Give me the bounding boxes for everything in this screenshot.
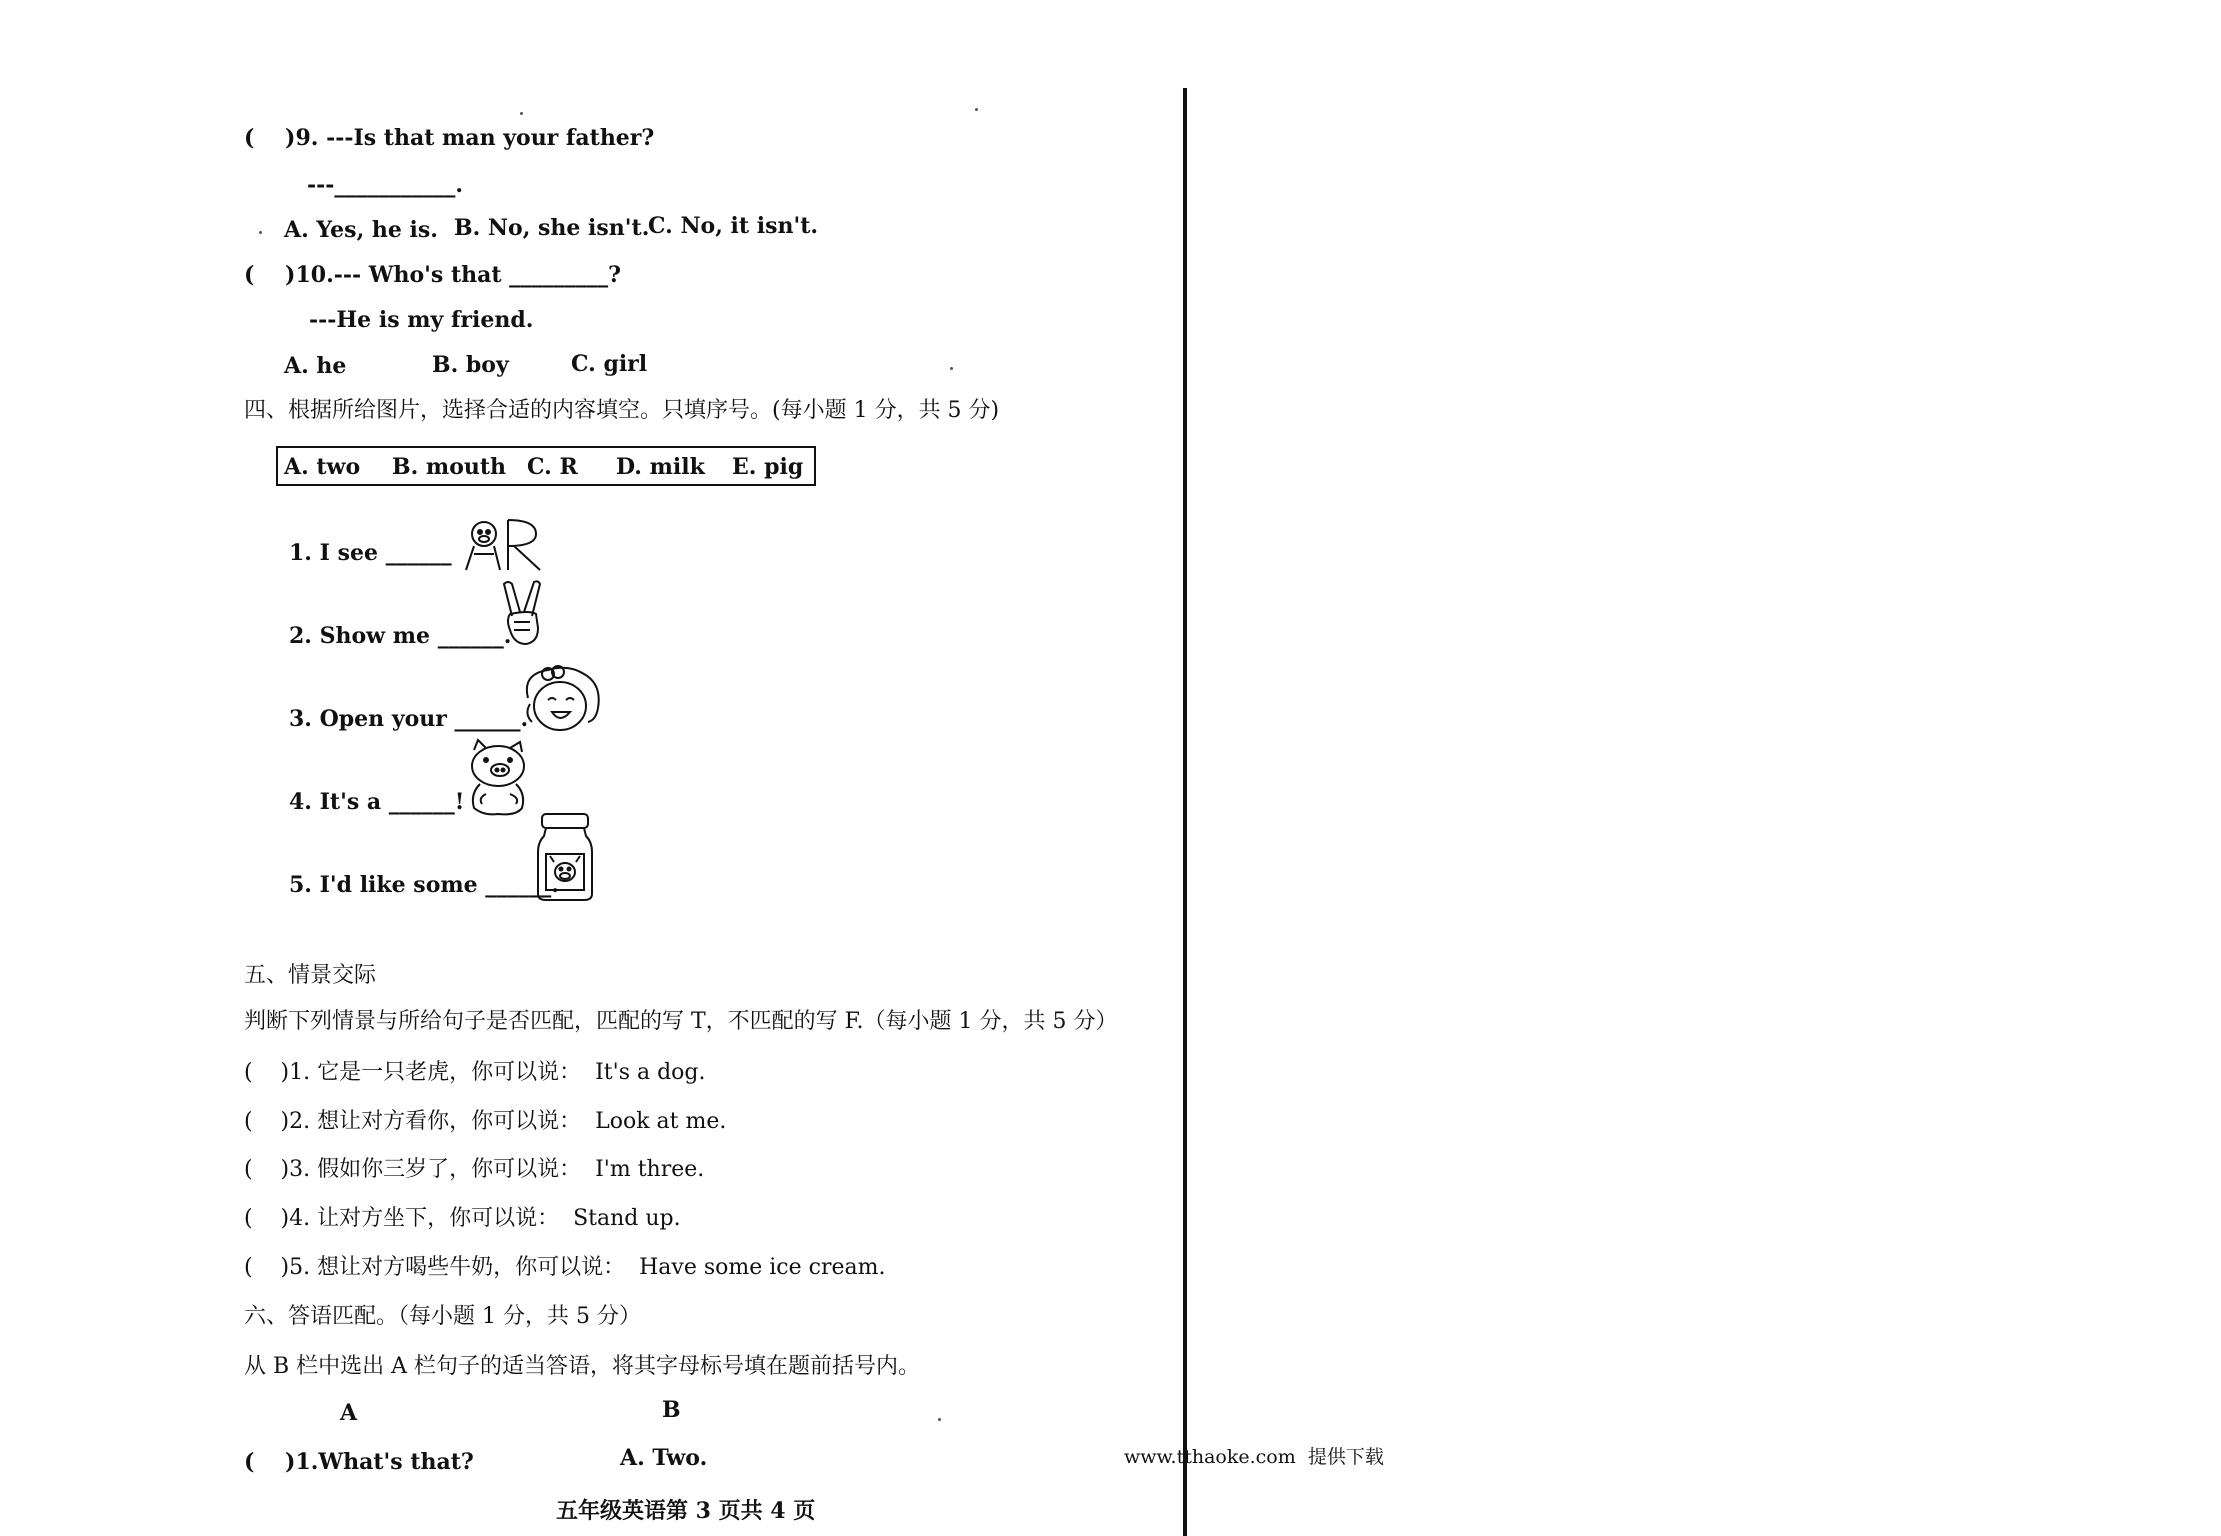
scan-speck	[950, 367, 953, 370]
q9-option-c: C. No, it isn't.	[648, 213, 819, 239]
smiling-girl-face-picture-icon	[518, 664, 606, 736]
q9-option-a: A. Yes, he is.	[284, 217, 438, 243]
s5-item-4: ( )4. 让对方坐下，你可以说： Stand up.	[244, 1206, 681, 1231]
s6-item-1: ( )1.What's that?	[244, 1449, 474, 1475]
s4-item-1: 1. I see ______	[289, 540, 452, 566]
column-divider	[1183, 88, 1187, 1536]
pig-letter-r-picture-icon	[460, 514, 546, 574]
s5-item-3: ( )3. 假如你三岁了，你可以说： I'm three.	[244, 1157, 705, 1182]
scan-speck	[975, 108, 978, 111]
s6-answer-a: A. Two.	[620, 1445, 708, 1471]
choices-box	[276, 446, 816, 486]
section6-heading: 六、答语匹配。（每小题 1 分，共 5 分）	[244, 1304, 641, 1329]
choice-b: B. mouth	[392, 454, 507, 480]
column-a-label: A	[340, 1400, 358, 1426]
choice-e: E. pig	[732, 454, 804, 480]
section6-instruction: 从 B 栏中选出 A 栏句子的适当答语，将其字母标号填在题前括号内。	[244, 1354, 921, 1379]
choice-a: A. two	[284, 454, 361, 480]
section5-heading: 五、情景交际	[244, 963, 377, 988]
q10-question: ( )10.--- Who's that _________?	[244, 262, 622, 288]
pig-picture-icon	[464, 738, 534, 818]
scan-speck	[520, 112, 523, 115]
q10-option-b: B. boy	[432, 352, 509, 378]
s4-item-4: 4. It's a ______!	[289, 789, 465, 815]
choice-c: C. R	[527, 454, 578, 480]
q9-answer-blank: ---___________.	[307, 172, 464, 198]
q9-question: ( )9. ---Is that man your father?	[244, 125, 655, 151]
two-fingers-hand-picture-icon	[500, 580, 546, 648]
choice-d: D. milk	[616, 454, 705, 480]
q10-option-a: A. he	[284, 353, 347, 379]
s4-item-5: 5. I'd like some ______.	[289, 872, 559, 898]
scan-speck	[938, 1418, 941, 1421]
q10-answer: ---He is my friend.	[309, 307, 534, 333]
s5-item-2: ( )2. 想让对方看你，你可以说： Look at me.	[244, 1109, 727, 1134]
s5-item-1: ( )1. 它是一只老虎，你可以说： It's a dog.	[244, 1060, 706, 1085]
milk-bottle-picture-icon	[534, 812, 596, 902]
s4-item-3: 3. Open your ______.	[289, 706, 529, 732]
source-credit: www.tthaoke.com 提供下载	[1124, 1446, 1384, 1468]
q10-option-c: C. girl	[571, 351, 648, 377]
section5-instruction: 判断下列情景与所给句子是否匹配，匹配的写 T，不匹配的写 F.（每小题 1 分，共 5 分）	[244, 1009, 1118, 1034]
scan-speck	[259, 231, 262, 234]
s5-item-5: ( )5. 想让对方喝些牛奶，你可以说： Have some ice cream.	[244, 1255, 886, 1280]
page-number: 五年级英语第 3 页共 4 页	[556, 1498, 816, 1524]
column-b-label: B	[662, 1397, 681, 1423]
section4-heading: 四、根据所给图片，选择合适的内容填空。只填序号。(每小题 1 分，共 5 分)	[244, 398, 1000, 423]
q9-option-b: B. No, she isn't.	[454, 215, 650, 241]
s4-item-2: 2. Show me ______.	[289, 623, 512, 649]
